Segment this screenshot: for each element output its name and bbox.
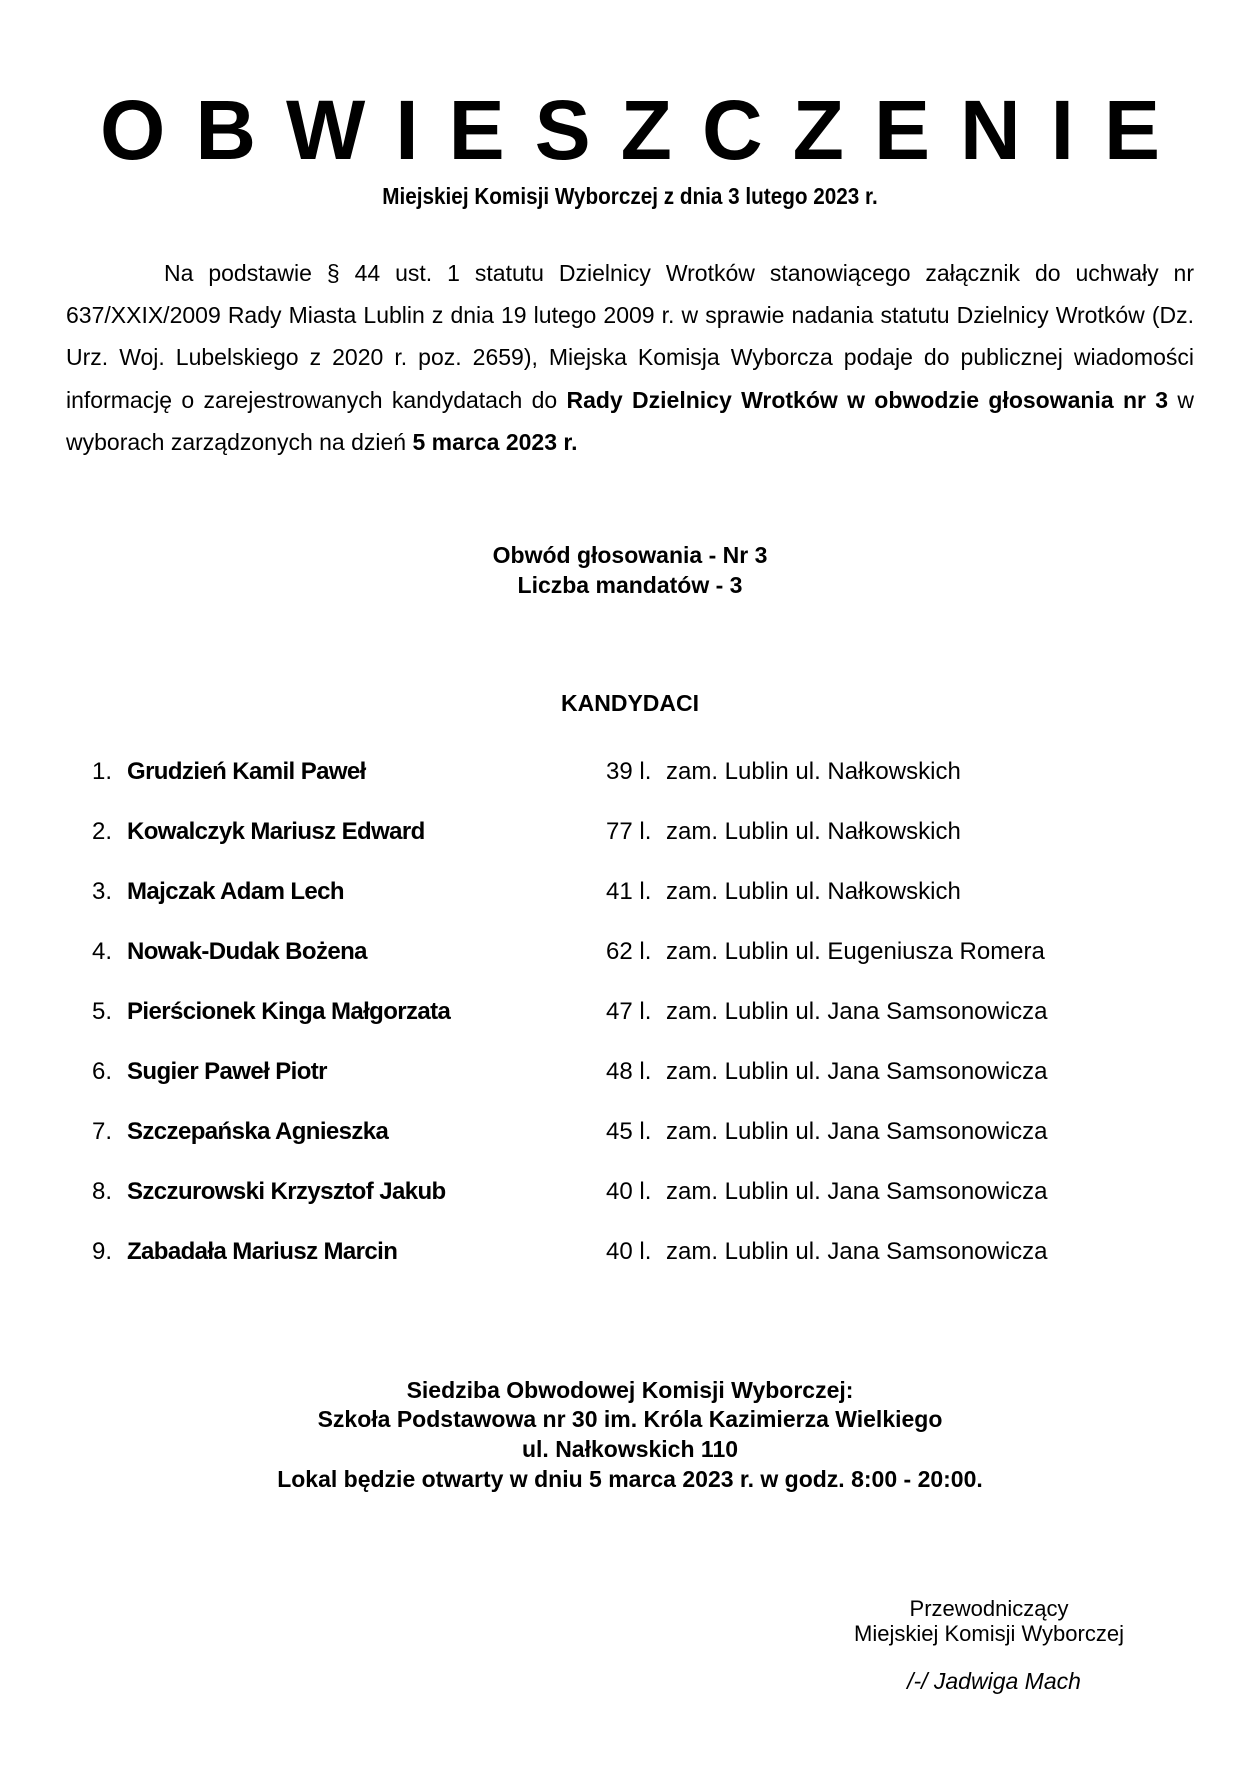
candidate-age: 40 l. [606,1238,652,1265]
candidate-row [0,878,1260,912]
candidate-address: zam. Lublin ul. Nałkowskich [666,818,961,845]
candidate-address: zam. Lublin ul. Jana Samsonowicza [666,998,1048,1025]
candidate-number: 5. [92,998,113,1025]
candidate-number: 1. [92,758,113,785]
candidate-age: 62 l. [606,938,652,965]
candidate-row [0,998,1260,1032]
location-school: Szkoła Podstawowa nr 30 im. Króla Kazimierza Wielkiego [317,1406,943,1432]
candidate-row [0,758,1260,792]
mandate-count: Liczba mandatów - 3 [517,572,743,598]
intro-bold-council: Rady Dzielnicy Wrotków w obwodzie głosowania nr 3 [566,386,1169,413]
candidate-name: Majczak Adam Lech [127,878,344,905]
candidate-address: zam. Lublin ul. Jana Samsonowicza [666,1058,1048,1085]
candidate-name: Szczurowski Krzysztof Jakub [127,1178,446,1205]
candidate-age: 47 l. [606,998,652,1025]
candidate-number: 3. [92,878,113,905]
signature-name: /-/ Jadwiga Mach [907,1668,1081,1694]
signature-role: Przewodniczący [909,1596,1069,1621]
candidates-heading: KANDYDACI [561,690,699,716]
candidate-address: zam. Lublin ul. Nałkowskich [666,758,961,785]
candidate-number: 2. [92,818,113,845]
candidate-name: Zabadała Mariusz Marcin [127,1238,398,1265]
candidate-age: 48 l. [606,1058,652,1085]
candidate-number: 6. [92,1058,113,1085]
location-address: ul. Nałkowskich 110 [521,1436,739,1462]
candidate-address: zam. Lublin ul. Jana Samsonowicza [666,1178,1048,1205]
intro-bold-date: 5 marca 2023 r. [412,428,578,455]
candidate-address: zam. Lublin ul. Eugeniusza Romera [666,938,1045,965]
candidate-age: 39 l. [606,758,652,785]
candidate-row [0,1178,1260,1212]
candidate-age: 40 l. [606,1178,652,1205]
intro-text-2: w wyborach zarządzonych na dzień [66,386,1194,455]
candidate-name: Szczepańska Agnieszka [127,1118,389,1145]
candidate-number: 9. [92,1238,113,1265]
opening-hours: Lokal będzie otwarty w dniu 5 marca 2023 r. w godz. 8:00 - 20:00. [277,1466,983,1492]
document-title: OBWIESZCZENIE [99,83,1190,177]
candidate-number: 8. [92,1178,113,1205]
candidate-age: 45 l. [606,1118,652,1145]
candidate-age: 41 l. [606,878,652,905]
candidate-name: Nowak-Dudak Bożena [127,938,367,965]
intro-paragraph [66,252,1194,463]
district-number: Obwód głosowania - Nr 3 [492,542,768,568]
candidate-row [0,1058,1260,1092]
signature-body: Miejskiej Komisji Wyborczej [854,1621,1124,1646]
candidate-age: 77 l. [606,818,652,845]
candidate-row [0,1118,1260,1152]
intro-text: Na podstawie § 44 ust. 1 statutu Dzielnicy Wrotków stanowiącego załącznik do uchwały nr 637/XXIX/2009 Rady Miasta Lublin z dnia 19 lutego 2009 r. w sprawie nadania statutu Dzielnicy Wrotków (Dz. Urz. Woj. Lubelskiego z 2020 r. poz. 2659), Miejska Komisja Wyborcza podaje do publicznej wiadomości informację o zarejestrowanych kandydatach do [66,260,1194,413]
candidate-row [0,1238,1260,1272]
candidate-address: zam. Lublin ul. Jana Samsonowicza [666,1118,1048,1145]
document-subtitle: Miejskiej Komisji Wyborczej z dnia 3 lutego 2023 r. [382,183,878,209]
candidate-address: zam. Lublin ul. Nałkowskich [666,878,961,905]
candidate-address: zam. Lublin ul. Jana Samsonowicza [666,1238,1048,1265]
candidate-number: 7. [92,1118,113,1145]
candidate-name: Sugier Paweł Piotr [127,1058,327,1085]
candidate-name: Grudzień Kamil Paweł [127,758,366,785]
candidate-row [0,938,1260,972]
candidate-name: Pierścionek Kinga Małgorzata [127,998,451,1025]
location-heading: Siedziba Obwodowej Komisji Wyborczej: [406,1377,854,1403]
candidate-name: Kowalczyk Mariusz Edward [127,818,425,845]
candidate-row [0,818,1260,852]
candidate-number: 4. [92,938,113,965]
